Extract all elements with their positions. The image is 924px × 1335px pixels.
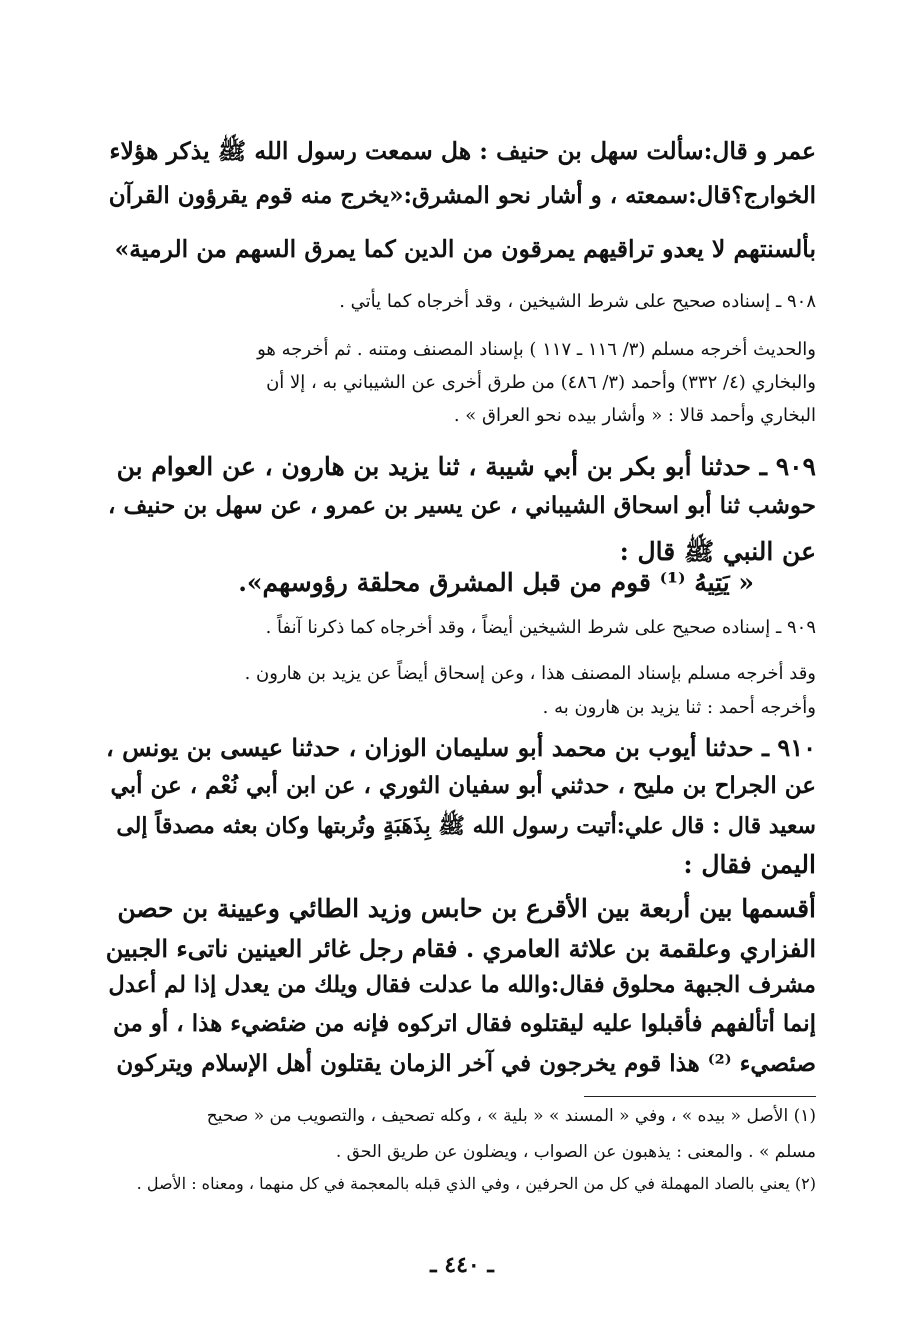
hadith-line: ٩١٠ ـ حدثنا أيوب بن محمد أبو سليمان الوزان ، حدثنا عيسى بن يونس ،	[105, 733, 816, 762]
hadith-line: ٩٠٩ ـ حدثنا أبو بكر بن أبي شيبة ، ثنا يزيد بن هارون ، عن العوام بن	[116, 452, 816, 481]
footnote-line: (١) الأصل « بيده » ، وفي « المسند » « بلية » ، وكله تصحيف ، والتصويب من « صحيح	[206, 1106, 816, 1126]
hadith-line: عمر و قال:سألت سهل بن حنيف : هل سمعت رسول الله ﷺ يذكر هؤلاء	[109, 137, 816, 165]
note-line: والبخاري (٤/ ٣٣٢) وأحمد (٣/ ٤٨٦) من طرق أخرى عن الشيباني به ، إلا أن	[266, 372, 816, 393]
hadith-line: عن الجراح بن مليح ، حدثني أبو سفيان الثوري ، عن ابن أبي نُعْم ، عن أبي	[110, 772, 816, 799]
note-line: والحديث أخرجه مسلم (٣/ ١١٦ ـ ١١٧ ) بإسناد المصنف ومتنه . ثم أخرجه هو	[257, 339, 816, 360]
footnote-separator	[584, 1096, 816, 1097]
note-line: وأخرجه أحمد : ثنا يزيد بن هارون به .	[542, 697, 816, 718]
hadith-line: أقسمها بين أربعة بين الأقرع بن حابس وزيد الطائي وعيينة بن حصن	[117, 894, 816, 923]
note-line: البخاري وأحمد قالا : « وأشار بيده نحو العراق » .	[453, 405, 816, 426]
note-line: وقد أخرجه مسلم بإسناد المصنف هذا ، وعن إسحاق أيضاً عن يزيد بن هارون .	[244, 663, 816, 684]
footnote-line: مسلم » . والمعنى : يذهبون عن الصواب ، ويضلون عن طريق الحق .	[335, 1142, 816, 1162]
hadith-line: إنما أتألفهم فأقبلوا عليه ليقتلوه فقال اتركوه فإنه من ضئضيء هذا ، أو من	[112, 1010, 816, 1037]
hadith-line: الخوارج؟قال:سمعته ، و أشار نحو المشرق:«يخرج منه قوم يقرؤون القرآن	[108, 182, 816, 209]
hadith-line: مشرف الجبهة محلوق فقال:والله ما عدلت فقال ويلك من يعدل إذا لم أعدل	[108, 972, 816, 998]
hadith-line: صئصيء ⁽²⁾ هذا قوم يخرجون في آخر الزمان يقتلون أهل الإسلام ويتركون	[116, 1050, 816, 1077]
comment-line: ٩٠٩ ـ إسناده صحيح على شرط الشيخين أيضاً ، وقد أخرجاه كما ذكرنا آنفاً .	[265, 617, 816, 638]
hadith-line: حوشب ثنا أبو اسحاق الشيباني ، عن يسير بن عمرو ، عن سهل بن حنيف ،	[108, 492, 816, 519]
page-number: ـ ٤٤٠ ـ	[430, 1252, 494, 1278]
hadith-line: « يَتِيهُ ⁽¹⁾ قوم من قبل المشرق محلقة رؤوسهم».	[238, 568, 754, 597]
hadith-line: بألسنتهم لا يعدو تراقيهم يمرقون من الدين كما يمرق السهم من الرمية»	[114, 235, 816, 263]
comment-line: ٩٠٨ ـ إسناده صحيح على شرط الشيخين ، وقد أخرجاه كما يأتي .	[339, 291, 816, 312]
hadith-line: عن النبي ﷺ قال :	[619, 537, 816, 566]
footnote-line: (٢) يعني بالصاد المهملة في كل من الحرفين ، وفي الذي قبله بالمعجمة في كل منهما ، ومعناه : الأصل .	[136, 1174, 816, 1193]
hadith-line: سعيد قال : قال علي:أتيت رسول الله ﷺ بِذَهَبَةٍ وتُربتها وكان بعثه مصدقاً إلى	[116, 813, 816, 839]
hadith-line: اليمن فقال :	[683, 850, 816, 879]
hadith-line: الفزاري وعلقمة بن علاثة العامري . فقام رجل غائر العينين ناتىء الجبين	[105, 934, 816, 963]
